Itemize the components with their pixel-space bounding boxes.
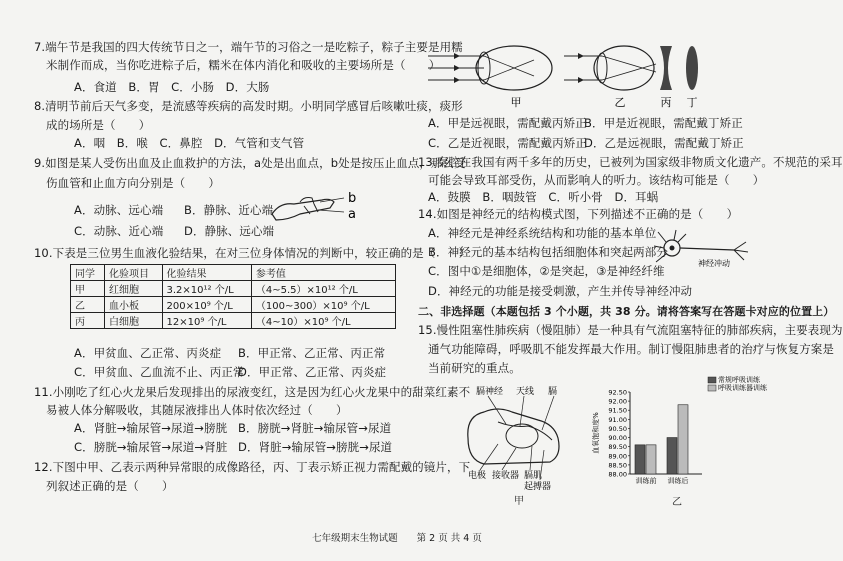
eye-label-yi: 乙 bbox=[614, 96, 626, 109]
table-header: 参考值 bbox=[251, 265, 395, 281]
table-header: 化验结果 bbox=[162, 265, 251, 281]
table-cell: （4~10）×10⁹ 个/L bbox=[251, 313, 395, 329]
label-antenna: 天线 bbox=[516, 387, 535, 397]
q12-optA: A．甲是远视眼，需配戴丙矫正 bbox=[428, 116, 587, 130]
table-header: 同学 bbox=[71, 265, 105, 281]
q9-line2: 伤血管和止血方向分别是（ ） bbox=[46, 176, 220, 190]
table-row bbox=[71, 281, 396, 297]
label-b: b bbox=[348, 191, 357, 206]
q9-optC: C．动脉、近心端 bbox=[74, 224, 164, 238]
neuron-impulse-label: 神经冲动 bbox=[698, 259, 730, 268]
q14-line1: 14.如图是神经元的结构模式图，下列描述不正确的是（ ） bbox=[418, 207, 739, 221]
table-cell: 乙 bbox=[71, 297, 105, 313]
q10-optA: A．甲贫血、乙正常、丙炎症 bbox=[74, 346, 222, 360]
neuron-figure bbox=[652, 226, 760, 274]
oxygen-saturation-chart bbox=[590, 378, 790, 496]
q12-optC: C．乙是近视眼，需配戴丙矫正 bbox=[428, 136, 587, 150]
q13-line1: 13.秦腔在我国有两千多年的历史，已被列为国家级非物质文化遗产。不规范的采耳 bbox=[418, 155, 843, 169]
label-pacemaker: 起搏器 bbox=[524, 482, 552, 492]
q9-optA: A．动脉、远心端 bbox=[74, 203, 164, 217]
table-cell: 红细胞 bbox=[105, 281, 163, 297]
page-footer: 七年级期末生物试题 第 2 页 共 4 页 bbox=[312, 533, 482, 544]
q10-line1: 10.下表是三位男生血液化验结果，在对三位身体情况的判断中，较正确的是（ ） bbox=[34, 246, 471, 260]
eye-label-jia: 甲 bbox=[510, 96, 522, 109]
figure-yi-caption: 乙 bbox=[672, 497, 683, 508]
legend-label: 常规呼吸训练 bbox=[718, 376, 760, 384]
legend-swatch bbox=[708, 377, 716, 383]
eye-diagram-figure bbox=[424, 42, 704, 108]
q7-line1: 7.端午节是我国的四大传统节日之一，端午节的习俗之一是吃粽子，粽子主要是用糯 bbox=[34, 40, 463, 54]
q12-optD: D．乙是远视眼，需配戴丁矫正 bbox=[584, 136, 744, 150]
bar bbox=[678, 405, 688, 474]
table-cell: 3.2×10¹² 个/L bbox=[162, 281, 251, 297]
bar bbox=[646, 445, 656, 474]
left-column bbox=[30, 0, 471, 561]
y-tick-label: 88.00 bbox=[608, 470, 627, 479]
y-tick-label: 90.00 bbox=[608, 434, 627, 443]
q10-optC: C．甲贫血、乙血流不止、丙正常 bbox=[74, 365, 245, 379]
table-cell: 血小板 bbox=[105, 297, 163, 313]
y-tick-label: 92.50 bbox=[608, 388, 627, 397]
label-diaphragm: 膈 bbox=[548, 387, 558, 397]
q11-line2: 易被人体分解吸收，其随尿液排出人体时依次经过（ ） bbox=[46, 403, 348, 417]
y-tick-label: 88.50 bbox=[608, 461, 627, 470]
q7-line2: 米制作而成，当你吃进粽子后，糯米在体内消化和吸收的主要场所是（ ） bbox=[46, 58, 441, 72]
table-header-row bbox=[71, 265, 396, 281]
eye-label-ding: 丁 bbox=[686, 96, 698, 109]
q11-line1: 11.小刚吃了红心火龙果后发现排出的尿液变红，这是因为红心火龙果中的甜菜红素不 bbox=[34, 385, 471, 399]
q15-line3: 当前研究的重点。 bbox=[428, 361, 521, 375]
bar bbox=[635, 445, 645, 474]
label-phrenic-nerve: 膈神经 bbox=[476, 387, 504, 397]
q12-line2: 列叙述正确的是（ ） bbox=[46, 479, 174, 493]
figure-jia-caption: 甲 bbox=[514, 496, 525, 507]
table-cell: 12×10⁹ 个/L bbox=[162, 313, 251, 329]
q10-optB: B．甲正常、乙正常、丙正常 bbox=[238, 346, 386, 360]
q12-optB: B．甲是近视眼，需配戴丁矫正 bbox=[584, 116, 743, 130]
y-tick-label: 92.00 bbox=[608, 397, 627, 406]
eye-yi-diagram bbox=[564, 46, 656, 90]
q13-options: A．鼓膜 B．咽鼓管 C．听小骨 D．耳蜗 bbox=[428, 190, 659, 204]
q9-optB: B．静脉、近心端 bbox=[184, 203, 274, 217]
q13-line2: 可能会导致耳部受伤，从而影响人的听力。该结构可能是（ ） bbox=[428, 173, 765, 187]
q14-optB: B．神经元的基本结构包括细胞体和突起两部分 bbox=[428, 245, 668, 259]
q15-line2: 通气功能障碍，呼吸肌不能发挥最大作用。制订慢阻肺患者的治疗与恢复方案是 bbox=[428, 342, 834, 356]
eye-jia-diagram bbox=[428, 46, 552, 90]
q14-optD: D．神经元的功能是接受刺激，产生并传导神经冲动 bbox=[428, 284, 693, 298]
q10-optD: D．甲正常、乙正常、丙炎症 bbox=[238, 365, 387, 379]
q8-line1: 8.清明节前后天气多变，是流感等疾病的高发时期。小明同学感冒后咳嗽吐痰，痰形 bbox=[34, 99, 463, 113]
y-tick-label: 91.50 bbox=[608, 406, 627, 415]
table-cell: 200×10⁹ 个/L bbox=[162, 297, 251, 313]
x-tick-label: 训练前 bbox=[635, 477, 657, 485]
label-diaphragm-muscle: 膈肌 bbox=[524, 471, 543, 481]
bleeding-arm-figure bbox=[270, 188, 360, 224]
table-row bbox=[71, 313, 396, 329]
table-cell: （4~5.5）×10¹² 个/L bbox=[251, 281, 395, 297]
q14-optC: C．图中①是细胞体，②是突起，③是神经纤维 bbox=[428, 264, 665, 278]
q11-optB: B．膀胱→肾脏→输尿管→尿道 bbox=[238, 421, 392, 435]
table-cell: 甲 bbox=[71, 281, 105, 297]
q11-optD: D．肾脏→输尿管→膀胱→尿道 bbox=[238, 440, 393, 454]
q7-options: A．食道 B．胃 C．小肠 D．大肠 bbox=[74, 80, 270, 94]
y-tick-label: 89.50 bbox=[608, 443, 627, 452]
label-receiver: 接收器 bbox=[492, 471, 520, 481]
blood-test-table bbox=[70, 264, 396, 329]
q9-optD: D．静脉、远心端 bbox=[184, 224, 275, 238]
section2-heading: 二、非选择题（本题包括 3 个小题，共 38 分。请将答案写在答题卡对应的位置上） bbox=[418, 305, 835, 318]
lens-bing-icon bbox=[660, 46, 672, 90]
legend-label: 呼吸训练器训练 bbox=[718, 384, 767, 392]
y-tick-label: 91.00 bbox=[608, 415, 627, 424]
table-header: 化验项目 bbox=[105, 265, 163, 281]
x-tick-label: 训练后 bbox=[667, 477, 689, 485]
q8-options: A．咽 B．喉 C．鼻腔 D．气管和支气管 bbox=[74, 136, 305, 150]
table-cell: 白细胞 bbox=[105, 313, 163, 329]
q8-line2: 成的场所是（ ） bbox=[46, 118, 151, 132]
table-row bbox=[71, 297, 396, 313]
y-axis-label: 血氧饱和度% bbox=[592, 412, 600, 454]
q11-optC: C．膀胱→输尿管→尿道→肾脏 bbox=[74, 440, 228, 454]
q11-optA: A．肾脏→输尿管→尿道→膀胱 bbox=[74, 421, 228, 435]
y-tick-label: 90.50 bbox=[608, 424, 627, 433]
label-electrode: 电极 bbox=[468, 471, 487, 481]
pacemaker-figure bbox=[458, 382, 588, 494]
table-cell: 丙 bbox=[71, 313, 105, 329]
legend-swatch bbox=[708, 385, 716, 391]
eye-label-bing: 丙 bbox=[660, 96, 672, 109]
q15-line1: 15.慢性阻塞性肺疾病（慢阻肺）是一种具有气流阻塞特征的肺部疾病，主要表现为 bbox=[418, 323, 843, 337]
right-column bbox=[414, 0, 843, 561]
bar bbox=[667, 438, 677, 474]
q14-optA: A．神经元是神经系统结构和功能的基本单位 bbox=[428, 226, 657, 240]
table-cell: （100~300）×10⁹ 个/L bbox=[251, 297, 395, 313]
q12-line1: 12.下图中甲、乙表示两种异常眼的成像路径，丙、丁表示矫正视力需配戴的镜片，下 bbox=[34, 460, 471, 474]
y-tick-label: 89.00 bbox=[608, 452, 627, 461]
q9-line1: 9.如图是某人受伤出血及止血救护的方法，a处是出血点，b处是按压止血点，那么受 bbox=[34, 156, 466, 170]
label-a: a bbox=[348, 207, 356, 222]
lens-ding-icon bbox=[686, 46, 698, 90]
